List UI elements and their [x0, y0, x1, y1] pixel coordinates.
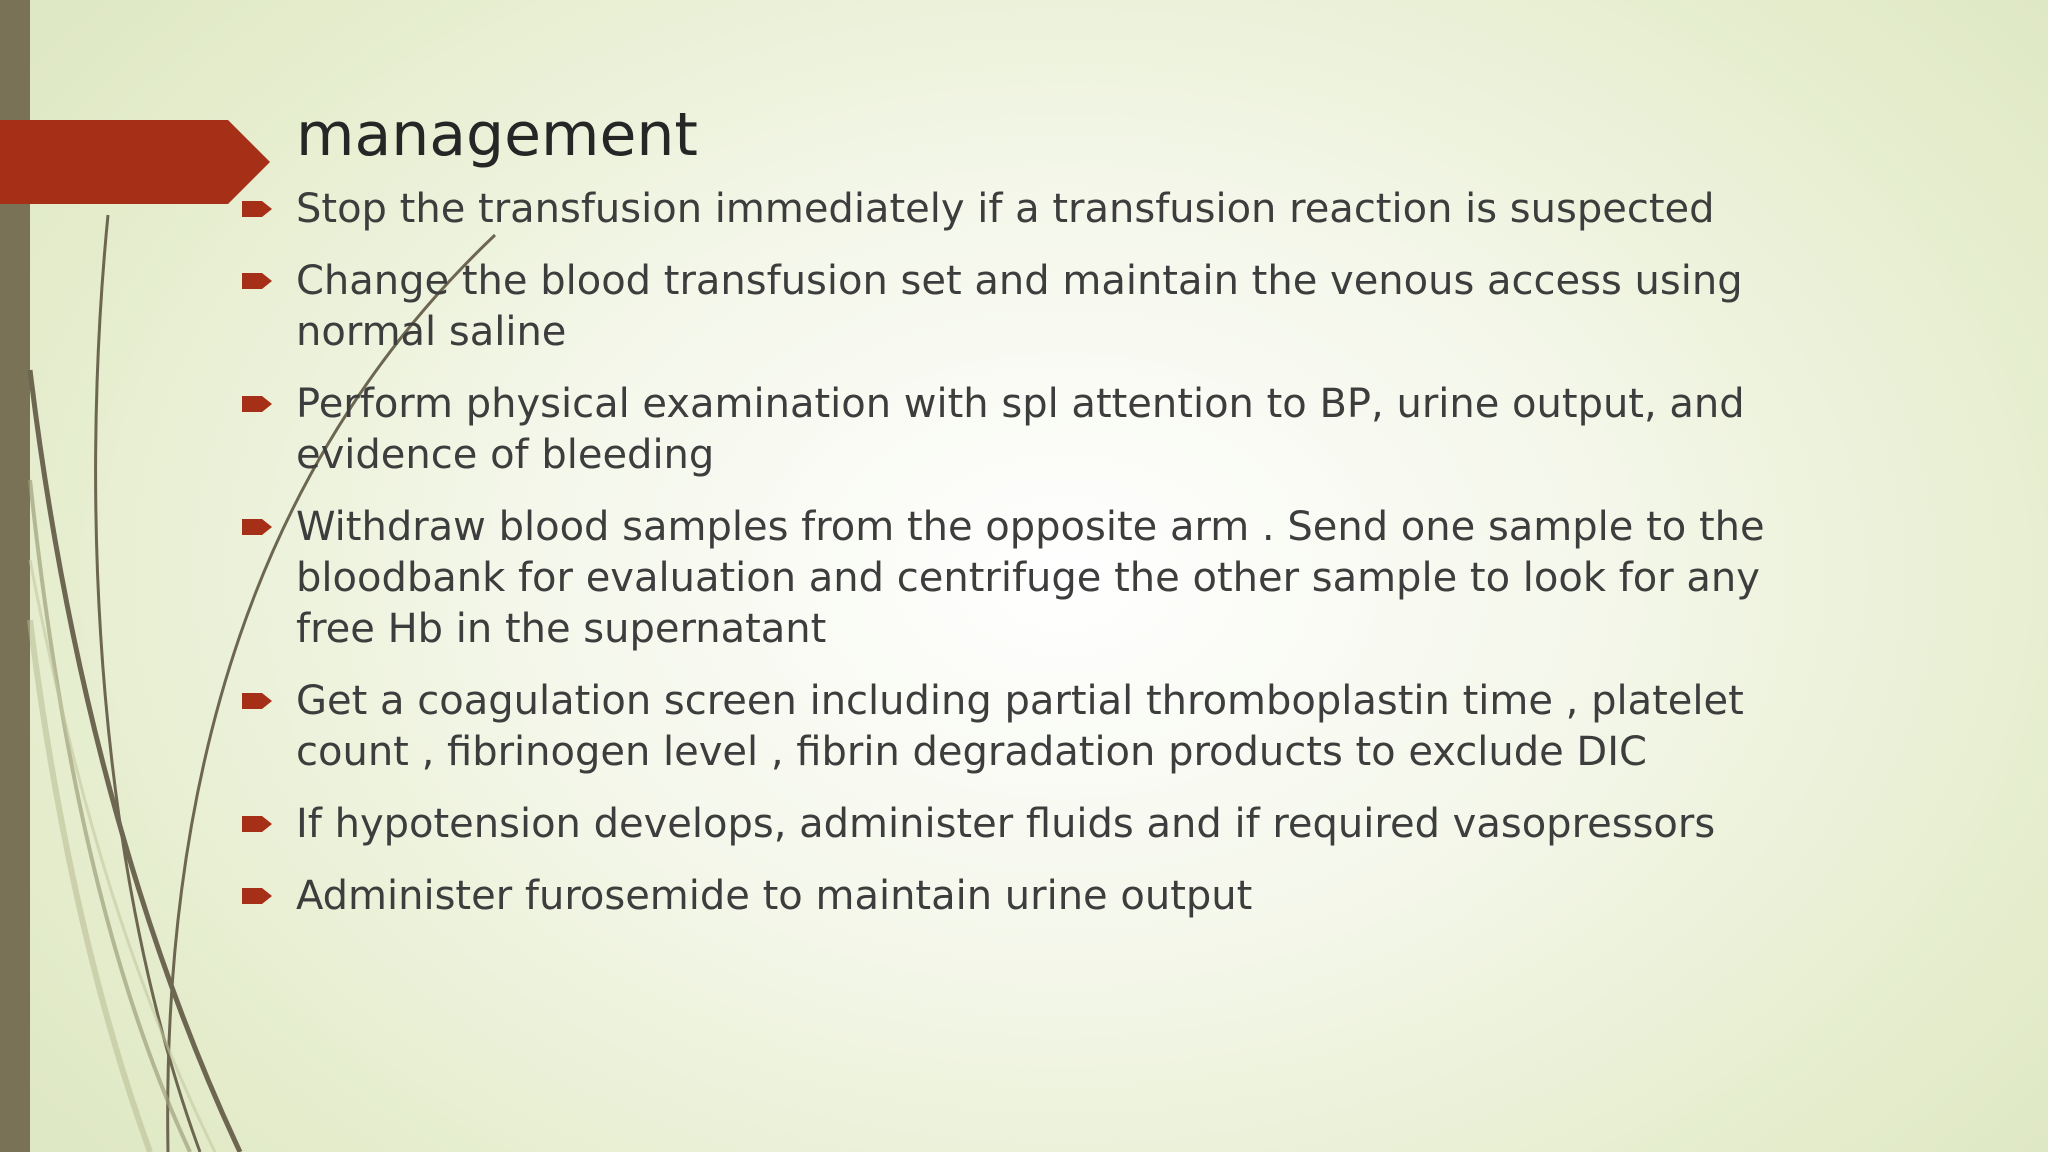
bullet-list: [240, 184, 1820, 943]
bullet-text: Change the blood transfusion set and maintain the venous access using normal saline: [296, 258, 1743, 355]
arrow-bullet-icon: [240, 392, 274, 416]
arrow-bullet-icon: [240, 812, 274, 836]
arrow-bullet-icon: [240, 269, 274, 293]
bullet-text: Get a coagulation screen including partial thromboplastin time , platelet count , fibrinogen level , fibrin degradation products to exclude DIC: [296, 678, 1744, 775]
arrow-bullet-icon: [240, 515, 274, 539]
bullet-item: [240, 676, 1820, 778]
bullet-text: Stop the transfusion immediately if a transfusion reaction is suspected: [296, 186, 1715, 232]
bullet-text: Withdraw blood samples from the opposite arm . Send one sample to the bloodbank for evaluation and centrifuge the other sample to look for any free Hb in the supernatant: [296, 504, 1765, 652]
bullet-item: [240, 184, 1820, 235]
title-accent-arrow: [0, 120, 270, 204]
bullet-item: [240, 871, 1820, 922]
bullet-item: [240, 256, 1820, 358]
bullet-text: Administer furosemide to maintain urine output: [296, 873, 1253, 919]
arrow-bullet-icon: [240, 884, 274, 908]
arrow-bullet-icon: [240, 197, 274, 221]
bullet-item: [240, 799, 1820, 850]
arrow-bullet-icon: [240, 689, 274, 713]
bullet-item: [240, 379, 1820, 481]
bullet-text: If hypotension develops, administer fluids and if required vasopressors: [296, 801, 1716, 847]
slide-title: management: [296, 100, 698, 170]
bullet-text: Perform physical examination with spl attention to BP, urine output, and evidence of bleeding: [296, 381, 1745, 478]
bullet-item: [240, 502, 1820, 655]
